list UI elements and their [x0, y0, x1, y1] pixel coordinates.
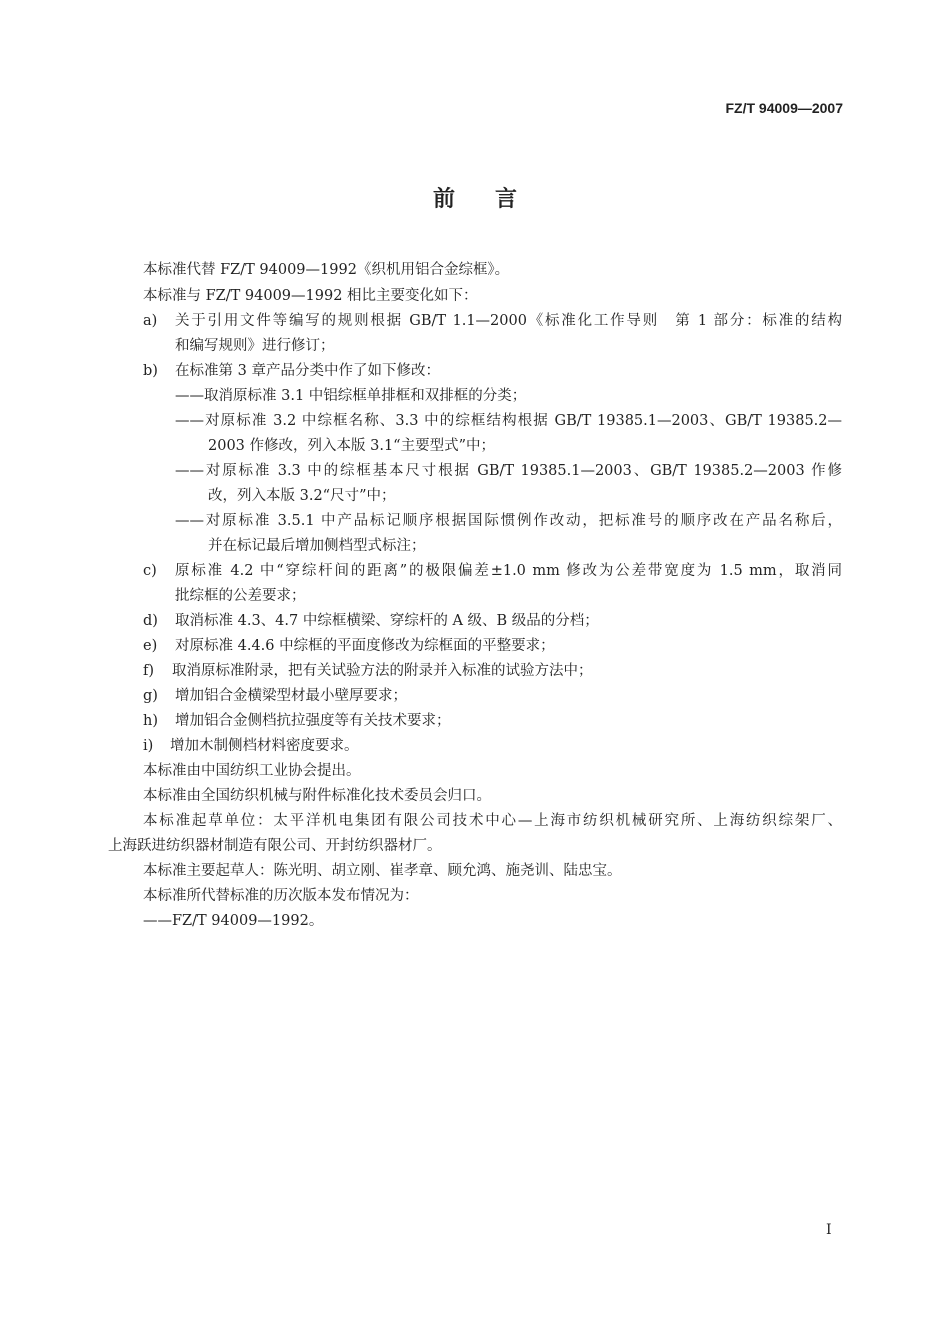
- list-label: f): [143, 663, 155, 679]
- paragraph: 本标准所代替标准的历次版本发布情况为：: [143, 888, 419, 904]
- dash-item: ——对原标准 3.5.1 中产品标记顺序根据国际惯例作改动，把标准号的顺序改在产品名称后，: [175, 513, 842, 529]
- list-item: 在标准第 3 章产品分类中作了如下修改：: [175, 363, 440, 379]
- list-item: 对原标准 4.4.6 中综框的平面度修改为综框面的平整要求；: [175, 638, 555, 654]
- paragraph: 本标准代替 FZ/T 94009—1992《织机用铝合金综框》。: [143, 262, 510, 278]
- paragraph: 本标准由全国纺织机械与附件标准化技术委员会归口。: [143, 788, 491, 804]
- dash-item-continued: 改，列入本版 3.2“尺寸”中；: [208, 488, 396, 504]
- paragraph: 本标准与 FZ/T 94009—1992 相比主要变化如下：: [143, 288, 478, 304]
- paragraph: ——FZ/T 94009—1992。: [143, 913, 324, 929]
- list-label: b): [143, 363, 158, 379]
- page-title: 前言: [432, 186, 557, 212]
- list-item: 增加铝合金侧档抗拉强度等有关技术要求；: [175, 713, 451, 729]
- list-label: e): [143, 638, 158, 654]
- list-item: 取消标准 4.3、4.7 中综框横梁、穿综杆的 A 级、B 级品的分档；: [175, 613, 599, 629]
- list-label: g): [143, 688, 158, 704]
- list-item: 原标准 4.2 中“穿综杆间的距离”的极限偏差±1.0 mm 修改为公差带宽度为 1.5 mm，取消同: [175, 563, 842, 579]
- list-item: 增加铝合金横梁型材最小壁厚要求；: [175, 688, 407, 704]
- paragraph: 本标准由中国纺织工业协会提出。: [143, 763, 361, 779]
- standard-code-header: FZ/T 94009—2007: [725, 100, 843, 116]
- list-label: h): [143, 713, 158, 729]
- list-label: d): [143, 613, 158, 629]
- list-label: a): [143, 313, 158, 329]
- list-item-continued: 批综框的公差要求；: [175, 588, 306, 604]
- dash-item: ——取消原标准 3.1 中铝综框单排框和双排框的分类；: [175, 388, 527, 404]
- paragraph: 本标准主要起草人：陈光明、胡立刚、崔孝章、顾允鸿、施尧训、陆忠宝。: [143, 863, 622, 879]
- list-label: c): [143, 563, 157, 579]
- list-label: i): [143, 738, 154, 754]
- list-item: 取消原标准附录，把有关试验方法的附录并入标准的试验方法中；: [172, 663, 593, 679]
- dash-item: ——对原标准 3.2 中综框名称、3.3 中的综框结构根据 GB/T 19385.1—2003、GB/T 19385.2—: [175, 413, 842, 429]
- paragraph: 本标准起草单位：太平洋机电集团有限公司技术中心—上海市纺织机械研究所、上海纺织综架厂、: [143, 813, 842, 829]
- list-item: 关于引用文件等编写的规则根据 GB/T 1.1—2000《标准化工作导则 第 1 部分：标准的结构: [175, 313, 842, 329]
- dash-item-continued: 2003 作修改，列入本版 3.1“主要型式”中；: [208, 438, 496, 454]
- dash-item: ——对原标准 3.3 中的综框基本尺寸根据 GB/T 19385.1—2003、GB/T 19385.2—2003 作修: [175, 463, 842, 479]
- page-number: I: [826, 1222, 832, 1238]
- dash-item-continued: 并在标记最后增加侧档型式标注；: [208, 538, 426, 554]
- paragraph-continued: 上海跃进纺织器材制造有限公司、开封纺织器材厂。: [108, 838, 442, 854]
- list-item: 增加木制侧档材料密度要求。: [170, 738, 359, 754]
- list-item-continued: 和编写规则》进行修订；: [175, 338, 335, 354]
